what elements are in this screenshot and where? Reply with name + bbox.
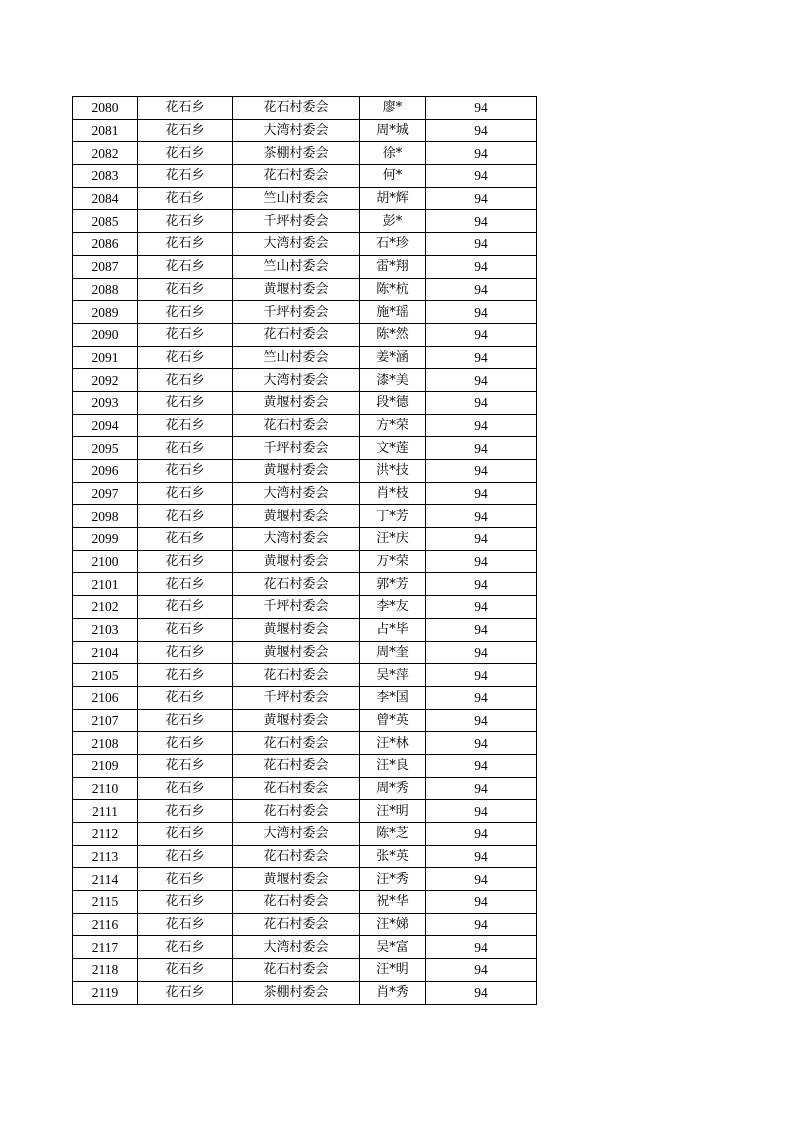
village-committee-cell: 竺山村委会 xyxy=(233,255,360,278)
row-number-cell: 2111 xyxy=(73,800,138,823)
name-cell: 廖* xyxy=(360,97,426,120)
data-table xyxy=(72,96,537,1005)
row-number-cell: 2098 xyxy=(73,505,138,528)
row-number-cell: 2106 xyxy=(73,686,138,709)
table-row xyxy=(73,845,537,868)
table-row xyxy=(73,732,537,755)
village-committee-cell: 黄堰村委会 xyxy=(233,278,360,301)
table-row xyxy=(73,119,537,142)
score-cell: 94 xyxy=(426,323,537,346)
village-committee-cell: 黄堰村委会 xyxy=(233,391,360,414)
row-number-cell: 2104 xyxy=(73,641,138,664)
score-cell: 94 xyxy=(426,641,537,664)
name-cell: 李*国 xyxy=(360,686,426,709)
table-row xyxy=(73,664,537,687)
row-number-cell: 2093 xyxy=(73,391,138,414)
row-number-cell: 2109 xyxy=(73,754,138,777)
name-cell: 陈*杭 xyxy=(360,278,426,301)
name-cell: 陈*然 xyxy=(360,323,426,346)
township-cell: 花石乡 xyxy=(138,119,233,142)
table-row xyxy=(73,528,537,551)
table-row xyxy=(73,505,537,528)
village-committee-cell: 千坪村委会 xyxy=(233,437,360,460)
score-cell: 94 xyxy=(426,618,537,641)
name-cell: 祝*华 xyxy=(360,891,426,914)
village-committee-cell: 大湾村委会 xyxy=(233,233,360,256)
score-cell: 94 xyxy=(426,754,537,777)
row-number-cell: 2100 xyxy=(73,550,138,573)
row-number-cell: 2101 xyxy=(73,573,138,596)
township-cell: 花石乡 xyxy=(138,686,233,709)
score-cell: 94 xyxy=(426,482,537,505)
township-cell: 花石乡 xyxy=(138,460,233,483)
score-cell: 94 xyxy=(426,845,537,868)
name-cell: 汪*秀 xyxy=(360,868,426,891)
score-cell: 94 xyxy=(426,596,537,619)
village-committee-cell: 竺山村委会 xyxy=(233,187,360,210)
table-row xyxy=(73,233,537,256)
row-number-cell: 2118 xyxy=(73,959,138,982)
row-number-cell: 2082 xyxy=(73,142,138,165)
name-cell: 曾*英 xyxy=(360,709,426,732)
township-cell: 花石乡 xyxy=(138,959,233,982)
village-committee-cell: 千坪村委会 xyxy=(233,301,360,324)
row-number-cell: 2113 xyxy=(73,845,138,868)
table-row xyxy=(73,482,537,505)
village-committee-cell: 黄堰村委会 xyxy=(233,641,360,664)
table-row xyxy=(73,686,537,709)
table-row xyxy=(73,165,537,188)
table-row xyxy=(73,437,537,460)
name-cell: 段*德 xyxy=(360,391,426,414)
township-cell: 花石乡 xyxy=(138,596,233,619)
row-number-cell: 2110 xyxy=(73,777,138,800)
township-cell: 花石乡 xyxy=(138,142,233,165)
row-number-cell: 2108 xyxy=(73,732,138,755)
row-number-cell: 2094 xyxy=(73,414,138,437)
row-number-cell: 2083 xyxy=(73,165,138,188)
name-cell: 漆*美 xyxy=(360,369,426,392)
table-row xyxy=(73,800,537,823)
name-cell: 肖*秀 xyxy=(360,981,426,1004)
village-committee-cell: 花石村委会 xyxy=(233,959,360,982)
township-cell: 花石乡 xyxy=(138,981,233,1004)
row-number-cell: 2087 xyxy=(73,255,138,278)
row-number-cell: 2116 xyxy=(73,913,138,936)
row-number-cell: 2084 xyxy=(73,187,138,210)
row-number-cell: 2097 xyxy=(73,482,138,505)
name-cell: 洪*技 xyxy=(360,460,426,483)
township-cell: 花石乡 xyxy=(138,278,233,301)
row-number-cell: 2091 xyxy=(73,346,138,369)
score-cell: 94 xyxy=(426,142,537,165)
village-committee-cell: 竺山村委会 xyxy=(233,346,360,369)
village-committee-cell: 大湾村委会 xyxy=(233,823,360,846)
village-committee-cell: 黄堰村委会 xyxy=(233,505,360,528)
score-cell: 94 xyxy=(426,278,537,301)
village-committee-cell: 花石村委会 xyxy=(233,165,360,188)
row-number-cell: 2107 xyxy=(73,709,138,732)
name-cell: 周*城 xyxy=(360,119,426,142)
name-cell: 文*莲 xyxy=(360,437,426,460)
score-cell: 94 xyxy=(426,346,537,369)
score-cell: 94 xyxy=(426,686,537,709)
score-cell: 94 xyxy=(426,165,537,188)
score-cell: 94 xyxy=(426,777,537,800)
table-row xyxy=(73,278,537,301)
township-cell: 花石乡 xyxy=(138,618,233,641)
row-number-cell: 2095 xyxy=(73,437,138,460)
township-cell: 花石乡 xyxy=(138,187,233,210)
township-cell: 花石乡 xyxy=(138,732,233,755)
table-row xyxy=(73,369,537,392)
row-number-cell: 2114 xyxy=(73,868,138,891)
table-row xyxy=(73,709,537,732)
village-committee-cell: 千坪村委会 xyxy=(233,686,360,709)
name-cell: 周*秀 xyxy=(360,777,426,800)
row-number-cell: 2080 xyxy=(73,97,138,120)
score-cell: 94 xyxy=(426,528,537,551)
row-number-cell: 2086 xyxy=(73,233,138,256)
township-cell: 花石乡 xyxy=(138,369,233,392)
score-cell: 94 xyxy=(426,255,537,278)
table-body xyxy=(73,97,537,1005)
village-committee-cell: 黄堰村委会 xyxy=(233,550,360,573)
village-committee-cell: 花石村委会 xyxy=(233,664,360,687)
row-number-cell: 2119 xyxy=(73,981,138,1004)
township-cell: 花石乡 xyxy=(138,754,233,777)
village-committee-cell: 花石村委会 xyxy=(233,754,360,777)
name-cell: 汪*林 xyxy=(360,732,426,755)
table-row xyxy=(73,913,537,936)
score-cell: 94 xyxy=(426,187,537,210)
township-cell: 花石乡 xyxy=(138,913,233,936)
name-cell: 雷*翔 xyxy=(360,255,426,278)
score-cell: 94 xyxy=(426,97,537,120)
name-cell: 万*荣 xyxy=(360,550,426,573)
township-cell: 花石乡 xyxy=(138,936,233,959)
township-cell: 花石乡 xyxy=(138,210,233,233)
score-cell: 94 xyxy=(426,301,537,324)
village-committee-cell: 茶棚村委会 xyxy=(233,981,360,1004)
township-cell: 花石乡 xyxy=(138,437,233,460)
row-number-cell: 2088 xyxy=(73,278,138,301)
name-cell: 石*珍 xyxy=(360,233,426,256)
row-number-cell: 2102 xyxy=(73,596,138,619)
table-row xyxy=(73,959,537,982)
row-number-cell: 2090 xyxy=(73,323,138,346)
score-cell: 94 xyxy=(426,868,537,891)
township-cell: 花石乡 xyxy=(138,323,233,346)
table-row xyxy=(73,142,537,165)
name-cell: 郭*芳 xyxy=(360,573,426,596)
score-cell: 94 xyxy=(426,959,537,982)
score-cell: 94 xyxy=(426,369,537,392)
table-row xyxy=(73,210,537,233)
village-committee-cell: 花石村委会 xyxy=(233,777,360,800)
village-committee-cell: 花石村委会 xyxy=(233,732,360,755)
village-committee-cell: 花石村委会 xyxy=(233,323,360,346)
township-cell: 花石乡 xyxy=(138,777,233,800)
score-cell: 94 xyxy=(426,800,537,823)
table-row xyxy=(73,868,537,891)
name-cell: 汪*良 xyxy=(360,754,426,777)
village-committee-cell: 千坪村委会 xyxy=(233,596,360,619)
township-cell: 花石乡 xyxy=(138,573,233,596)
village-committee-cell: 大湾村委会 xyxy=(233,482,360,505)
row-number-cell: 2117 xyxy=(73,936,138,959)
score-cell: 94 xyxy=(426,573,537,596)
row-number-cell: 2099 xyxy=(73,528,138,551)
score-cell: 94 xyxy=(426,981,537,1004)
name-cell: 汪*娣 xyxy=(360,913,426,936)
row-number-cell: 2103 xyxy=(73,618,138,641)
score-cell: 94 xyxy=(426,210,537,233)
score-cell: 94 xyxy=(426,732,537,755)
village-committee-cell: 花石村委会 xyxy=(233,573,360,596)
township-cell: 花石乡 xyxy=(138,97,233,120)
name-cell: 吴*富 xyxy=(360,936,426,959)
score-cell: 94 xyxy=(426,414,537,437)
row-number-cell: 2081 xyxy=(73,119,138,142)
score-cell: 94 xyxy=(426,913,537,936)
village-committee-cell: 黄堰村委会 xyxy=(233,868,360,891)
township-cell: 花石乡 xyxy=(138,301,233,324)
township-cell: 花石乡 xyxy=(138,346,233,369)
township-cell: 花石乡 xyxy=(138,891,233,914)
township-cell: 花石乡 xyxy=(138,233,233,256)
table-row xyxy=(73,414,537,437)
village-committee-cell: 黄堰村委会 xyxy=(233,709,360,732)
name-cell: 方*荣 xyxy=(360,414,426,437)
township-cell: 花石乡 xyxy=(138,391,233,414)
score-cell: 94 xyxy=(426,233,537,256)
name-cell: 施*瑶 xyxy=(360,301,426,324)
village-committee-cell: 千坪村委会 xyxy=(233,210,360,233)
name-cell: 陈*芝 xyxy=(360,823,426,846)
score-cell: 94 xyxy=(426,119,537,142)
township-cell: 花石乡 xyxy=(138,641,233,664)
row-number-cell: 2105 xyxy=(73,664,138,687)
township-cell: 花石乡 xyxy=(138,255,233,278)
table-row xyxy=(73,550,537,573)
table-row xyxy=(73,981,537,1004)
village-committee-cell: 花石村委会 xyxy=(233,845,360,868)
table-row xyxy=(73,596,537,619)
table-row xyxy=(73,823,537,846)
village-committee-cell: 花石村委会 xyxy=(233,800,360,823)
score-cell: 94 xyxy=(426,891,537,914)
table-row xyxy=(73,391,537,414)
score-cell: 94 xyxy=(426,823,537,846)
name-cell: 姜*涵 xyxy=(360,346,426,369)
name-cell: 汪*庆 xyxy=(360,528,426,551)
row-number-cell: 2115 xyxy=(73,891,138,914)
table-row xyxy=(73,323,537,346)
village-committee-cell: 花石村委会 xyxy=(233,97,360,120)
name-cell: 胡*辉 xyxy=(360,187,426,210)
name-cell: 徐* xyxy=(360,142,426,165)
township-cell: 花石乡 xyxy=(138,165,233,188)
table-row xyxy=(73,255,537,278)
score-cell: 94 xyxy=(426,936,537,959)
village-committee-cell: 黄堰村委会 xyxy=(233,460,360,483)
table-row xyxy=(73,573,537,596)
name-cell: 吴*萍 xyxy=(360,664,426,687)
name-cell: 汪*明 xyxy=(360,959,426,982)
table-row xyxy=(73,641,537,664)
township-cell: 花石乡 xyxy=(138,823,233,846)
village-committee-cell: 黄堰村委会 xyxy=(233,618,360,641)
village-committee-cell: 大湾村委会 xyxy=(233,528,360,551)
table-row xyxy=(73,301,537,324)
name-cell: 占*毕 xyxy=(360,618,426,641)
score-cell: 94 xyxy=(426,437,537,460)
name-cell: 周*奎 xyxy=(360,641,426,664)
village-committee-cell: 花石村委会 xyxy=(233,913,360,936)
township-cell: 花石乡 xyxy=(138,550,233,573)
table-row xyxy=(73,891,537,914)
table-row xyxy=(73,187,537,210)
township-cell: 花石乡 xyxy=(138,709,233,732)
table-row xyxy=(73,936,537,959)
township-cell: 花石乡 xyxy=(138,664,233,687)
township-cell: 花石乡 xyxy=(138,800,233,823)
score-cell: 94 xyxy=(426,391,537,414)
row-number-cell: 2096 xyxy=(73,460,138,483)
row-number-cell: 2089 xyxy=(73,301,138,324)
table-row xyxy=(73,618,537,641)
village-committee-cell: 大湾村委会 xyxy=(233,119,360,142)
township-cell: 花石乡 xyxy=(138,414,233,437)
village-committee-cell: 花石村委会 xyxy=(233,891,360,914)
township-cell: 花石乡 xyxy=(138,528,233,551)
township-cell: 花石乡 xyxy=(138,845,233,868)
name-cell: 李*友 xyxy=(360,596,426,619)
name-cell: 肖*枝 xyxy=(360,482,426,505)
village-committee-cell: 大湾村委会 xyxy=(233,369,360,392)
row-number-cell: 2085 xyxy=(73,210,138,233)
table-row xyxy=(73,754,537,777)
township-cell: 花石乡 xyxy=(138,868,233,891)
table-row xyxy=(73,97,537,120)
name-cell: 丁*芳 xyxy=(360,505,426,528)
score-cell: 94 xyxy=(426,664,537,687)
row-number-cell: 2092 xyxy=(73,369,138,392)
row-number-cell: 2112 xyxy=(73,823,138,846)
score-cell: 94 xyxy=(426,460,537,483)
name-cell: 张*英 xyxy=(360,845,426,868)
name-cell: 彭* xyxy=(360,210,426,233)
score-cell: 94 xyxy=(426,709,537,732)
name-cell: 汪*明 xyxy=(360,800,426,823)
table-row xyxy=(73,460,537,483)
village-committee-cell: 大湾村委会 xyxy=(233,936,360,959)
village-committee-cell: 茶棚村委会 xyxy=(233,142,360,165)
name-cell: 何* xyxy=(360,165,426,188)
village-committee-cell: 花石村委会 xyxy=(233,414,360,437)
score-cell: 94 xyxy=(426,550,537,573)
table-row xyxy=(73,777,537,800)
township-cell: 花石乡 xyxy=(138,482,233,505)
table-row xyxy=(73,346,537,369)
township-cell: 花石乡 xyxy=(138,505,233,528)
score-cell: 94 xyxy=(426,505,537,528)
